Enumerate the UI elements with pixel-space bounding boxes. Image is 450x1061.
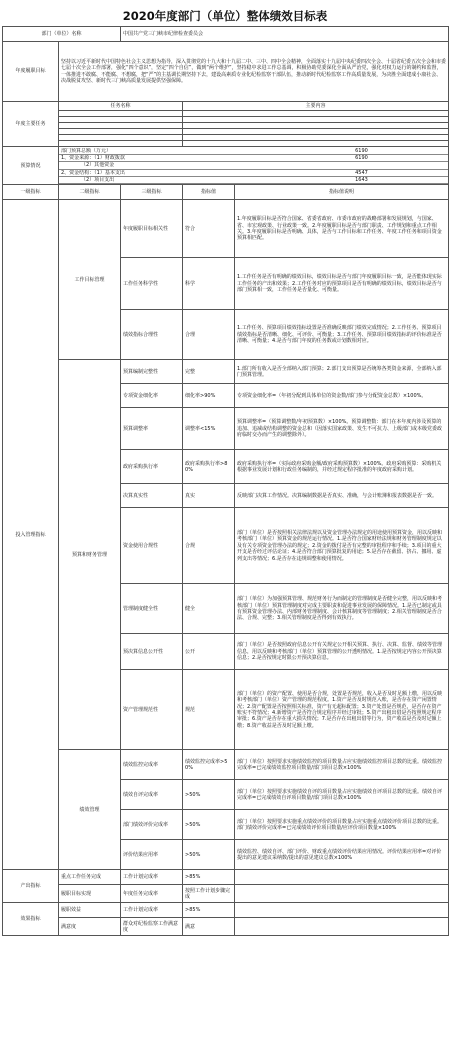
indicator-row (3, 885, 449, 903)
indicator-row (3, 918, 449, 936)
description-cell: 部门（单位）是否按照相关法律法规以及资金管理办法规定的用途使用预算资金，用以反映和考核部门（单位）预算资金的规范运行情况。1.是否符合国家财经法规和财务管理制度规定以及有关专项资金管理办法的规定；2.资金的拨付是否有完整的审批程序和手续；3.项目的重大开支是否经过评估论证；4.是否符合部门预算批复的用途；5.是否存在截留、挤占、挪用、虚列支出等情况；6.是否存在违规调整和使用情况。 (235, 508, 449, 584)
header-description: 指标值说明 (235, 185, 449, 200)
description-cell: 1.年度履职目标是否符合国家、省委省政府、市委市政府的战略部署和发展规划，与国家、省、市宏观政策、行业政策一致。2.年度履职目标是否与部门职责、工作规划和重点工作相关。3.年度履职目标是否明确、具体，是否与工作目标和工作任务、年度工作任务和项目资金预算相匹配。 (235, 200, 449, 258)
l2-cell: 重点工作任务完成 (59, 870, 121, 885)
l3-cell: 绩效自评完成率 (121, 780, 183, 810)
header-l3: 三级指标 (121, 185, 183, 200)
budget-line: 2、资金结构：（1）基本支出 4547 (59, 169, 448, 176)
description-cell (235, 885, 449, 903)
value-cell: 符合 (183, 200, 235, 258)
annual-goal-row (3, 42, 449, 102)
annual-goal-text: 坚持以习近平新时代中国特色社会主义思想为指导，深入贯彻党的十九大和十九届二中、三中、四中全会精神，全面落实十九届中央纪委四次全会、十届省纪委五次全会和市委七届十次全会工作部署，强化“四个意识”，坚定“四个自信”，做到“两个维护”，坚持稳中求进工作总基调，积极协助党委深化全面从严治党，强化对权力运行的制约和监督，一体推进不敢腐、不能腐、不想腐，把“严”的主基调长期坚持下去，建设高素质专业化纪检监察干部队伍，推动新时代纪检监察工作高质量发展，为决胜全面建成小康社会、决战脱贫攻坚、新时代三门峡高质量发展提供坚强保障。 (59, 42, 449, 102)
description-cell: 1.部门所有收入是否全部纳入部门预算；2.部门支出预算是否统筹各类资金来源，全部纳入部门预算管理。 (235, 360, 449, 384)
indicator-header-row (3, 185, 449, 200)
value-cell: 绩效监控完成率>50% (183, 750, 235, 780)
value-cell: 细化率>90% (183, 384, 235, 408)
description-cell: 绩效监控、绩效自评、部门评价、财政重点绩效评价结果应用情况。评价结果应用率=对评价提出的意见建议采纳数/提出的意见建议总数×100% (235, 840, 449, 870)
l3-cell: 年度履职目标相关性 (121, 200, 183, 258)
annual-goal-label: 年度履职目标 (3, 42, 59, 102)
l3-cell: 评价结果应用率 (121, 840, 183, 870)
value-cell: 完整 (183, 360, 235, 384)
value-cell: 真实 (183, 484, 235, 508)
indicator-row (3, 200, 449, 258)
description-cell: 反映部门决算工作情况。决算编制数据是否真实、准确，与会计账簿和报表数据是否一致。 (235, 484, 449, 508)
indicator-row (3, 360, 449, 384)
description-cell: 预算调整率=（预算调整数/年初预算数）×100%。预算调整数：部门在本年度内涉及预算的追加、追减或结构调整的资金总和（因落实国家政策、发生不可抗力、上级部门或本级党委政府临时交办而产生的调整除外）。 (235, 408, 449, 450)
description-cell: 部门（单位）为加强预算管理、规范财务行为而制定的管理制度是否健全完整，用以反映和考核部门（单位）预算管理制度对完成主要职责和促进事业发展的保障情况。1.是否已制定或具有预算资金管理办法、内部财务管理制度、会计核算制度等管理制度；2.相关管理制度是否合法、合规、完整；3.相关管理制度是否得到有效执行。 (235, 584, 449, 634)
value-cell: >50% (183, 810, 235, 840)
description-cell: 专项资金细化率=（年初分配到具体单位的资金数/部门参与分配资金总数）×100%。 (235, 384, 449, 408)
value-cell: 满意 (183, 918, 235, 936)
budget-line: 部门预算总额（万元） 6190 (59, 148, 448, 155)
description-cell: 部门（单位）按照要求实施重点绩效评价的项目数量占应实施重点绩效评价项目总数的比重。部门绩效评价完成率=已完成绩效评价项目数量/应评价项目数量×100% (235, 810, 449, 840)
value-cell: >50% (183, 840, 235, 870)
l3-cell: 绩效指标合理性 (121, 310, 183, 360)
value-cell: 按照工作计划步骤完成 (183, 885, 235, 903)
l1-output: 产出指标 (3, 870, 59, 903)
dept-label: 部门（单位）名称 (3, 27, 121, 42)
value-cell: >85% (183, 903, 235, 918)
header-value: 指标值 (183, 185, 235, 200)
dept-value: 中国共产党三门峡市纪律检查委员会 (121, 27, 449, 42)
value-cell: >85% (183, 870, 235, 885)
header-l1: 一级指标 (3, 185, 59, 200)
l3-cell: 工作计划完成率 (121, 870, 183, 885)
l2-cell: 履职效益 (59, 903, 121, 918)
value-cell: 公开 (183, 634, 235, 670)
budget-line: （2）项目支出 1643 (59, 176, 448, 183)
description-cell: 1.工作任务、预算项目绩效指标设置是否准确反映部门绩效完成情况；2.工作任务、预算项目绩效指标是否清晰、细化、可评价、可衡量；3.工作任务、预算项目绩效指标的评价标准是否清晰、可衡量；4.是否与部门年度的任务数或计划数相对应。 (235, 310, 449, 360)
task-name-header: 任务名称 (59, 102, 183, 111)
indicator-row (3, 903, 449, 918)
budget-breakdown (59, 148, 448, 184)
dept-row (3, 27, 449, 42)
description-cell: 部门（单位）的资产配置、使用是否合规，处置是否规范，收入是否及时足额上缴，用以反映和考核部门（单位）资产管理的规范程度。1.资产是否及时规范入账，是否存在资产闲置情况；2.资产配置是否按照相关标准，资产有无超标配置；3.资产处置是否规范，是否存在资产账实不符情况；4.新增资产是否符合规定程序并经过审批；5.资产出租出借是否按照规定程序审批；6.资产是否存在重大损失情况；7.是否存在出租出借等行为，资产收益是否及时足额上缴；8.资产收益是否及时足额上缴。 (235, 670, 449, 750)
header-l2: 二级指标 (59, 185, 121, 200)
description-cell: 部门（单位）按照要求实施绩效自评的项目数量占应实施绩效自评项目总数的比重。绩效自评完成率=已完成绩效自评项目数量/部门项目总数×100% (235, 780, 449, 810)
l3-cell: 专项资金细化率 (121, 384, 183, 408)
l3-cell: 预算调整率 (121, 408, 183, 450)
description-cell: 1.工作任务是否有明确的绩效目标，绩效目标是否与部门年度履职目标一致，是否能体现实际工作任务的产出和效果；2.工作任务对应的预算项目是否有明确的绩效目标，绩效目标是否与部门预算相一致，工作任务是否量化、可衡量。 (235, 258, 449, 310)
task-content-header: 主要内容 (183, 102, 449, 111)
l3-cell: 政府采购执行率 (121, 450, 183, 484)
page-title: 2020年度部门（单位）整体绩效目标表 (122, 9, 328, 23)
l2-cell: 满意度 (59, 918, 121, 936)
budget-line: （2）其他资金 (59, 162, 448, 169)
l2-cell: 履职目标实现 (59, 885, 121, 903)
l3-cell: 资产管理规范性 (121, 670, 183, 750)
value-cell: 健全 (183, 584, 235, 634)
l2-perf: 绩效管理 (59, 750, 121, 870)
value-cell: 合理 (183, 310, 235, 360)
value-cell: >50% (183, 780, 235, 810)
description-cell (235, 918, 449, 936)
description-cell: 政府采购执行率=（实际政府采购金额/政府采购预算数）×100%。政府采购预算：采购机关根据事业发展计划和行政任务编制的，并经过规定程序批准的年度政府采购计划。 (235, 450, 449, 484)
description-cell (235, 903, 449, 918)
l3-cell: 工作计划完成率 (121, 903, 183, 918)
l3-cell: 管理制度健全性 (121, 584, 183, 634)
performance-goal-table (2, 26, 449, 936)
budget-row (3, 147, 449, 185)
l3-cell: 预决算信息公开性 (121, 634, 183, 670)
l3-cell: 绩效监控完成率 (121, 750, 183, 780)
description-cell (235, 870, 449, 885)
l2-budget: 预算和财务管理 (59, 360, 121, 750)
l3-cell: 预算编制完整性 (121, 360, 183, 384)
main-tasks-header-row (3, 102, 449, 111)
indicator-row (3, 750, 449, 780)
description-cell: 部门（单位）是否按照政府信息公开有关规定公开相关预算、执行、决算、监督、绩效等管理信息，用以反映和考核部门（单位）预算管理的公开透明情况。1.是否按规定内容公开预决算信息；2.是否按规定时限公开预决算信息。 (235, 634, 449, 670)
budget-line: 1、资金来源：（1）财政拨款 6190 (59, 155, 448, 162)
value-cell: 科学 (183, 258, 235, 310)
value-cell: 调整率<15% (183, 408, 235, 450)
l2-work: 工作目标管理 (59, 200, 121, 360)
value-cell: 规范 (183, 670, 235, 750)
value-cell: 政府采购执行率>80% (183, 450, 235, 484)
l1-input: 投入管理指标 (3, 200, 59, 870)
value-cell: 合规 (183, 508, 235, 584)
description-cell: 部门（单位）按照要求实施绩效监控的项目数量占应实施绩效监控项目总数的比重。绩效监控完成率=已完成绩效监控项目数量/部门项目总数×100% (235, 750, 449, 780)
l3-cell: 决算真实性 (121, 484, 183, 508)
budget-label: 预算情况 (3, 147, 59, 185)
main-tasks-label: 年度主要任务 (3, 102, 59, 147)
l3-cell: 年度任务完成率 (121, 885, 183, 903)
l1-effect: 效果指标 (3, 903, 59, 936)
l3-cell: 资金使用合规性 (121, 508, 183, 584)
indicator-row (3, 870, 449, 885)
l3-cell: 部门绩效评价完成率 (121, 810, 183, 840)
l3-cell: 工作任务科学性 (121, 258, 183, 310)
l3-cell: 群众对纪检监察工作满意度 (121, 918, 183, 936)
